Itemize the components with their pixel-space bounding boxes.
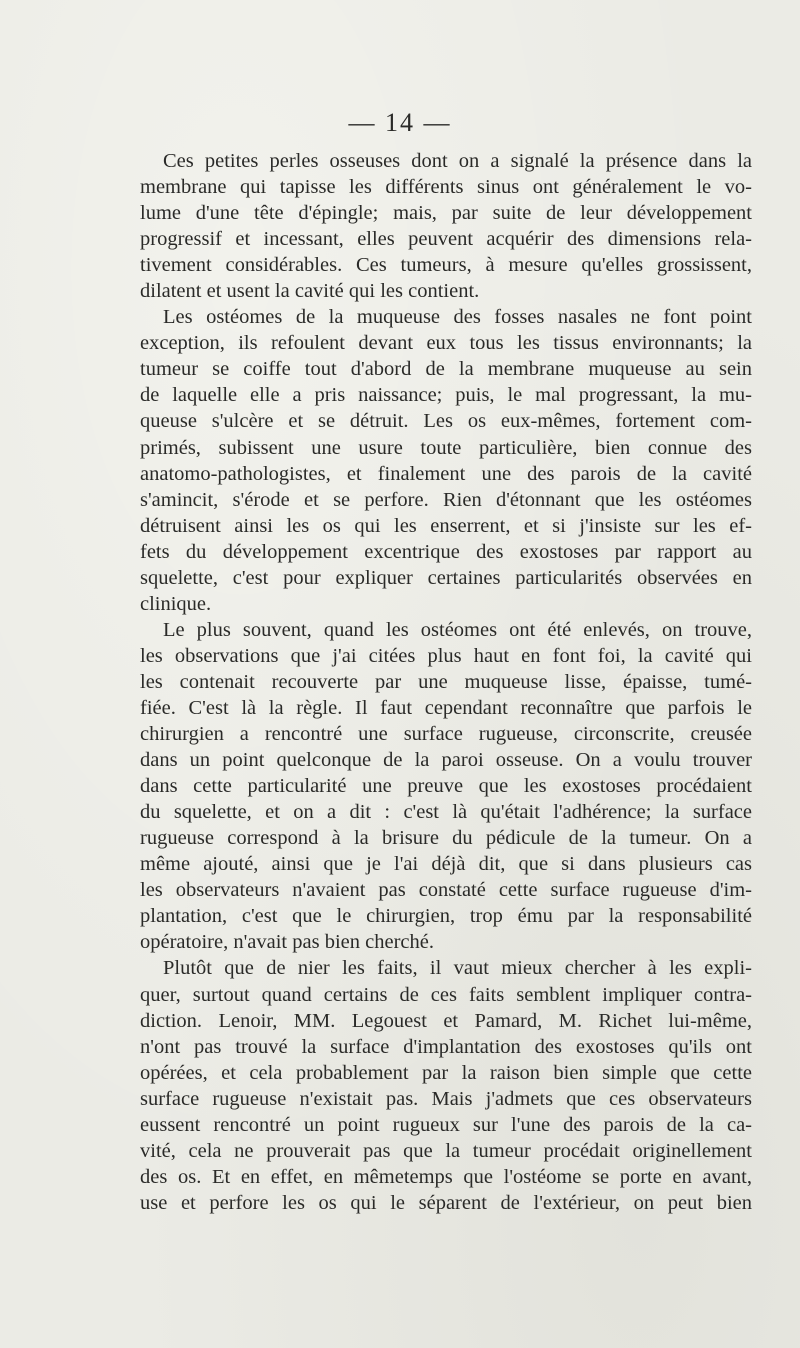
text-line: surface rugueuse n'existait pas. Mais j'admets que ces observateurs: [140, 1087, 752, 1110]
text-line: n'ont pas trouvé la surface d'implantation des exostoses qu'ils ont: [140, 1035, 752, 1058]
text-line: tumeur se coiffe tout d'abord de la membrane muqueuse au sein: [140, 358, 752, 381]
text-line: dans cette particularité une preuve que les exostoses procédaient: [140, 775, 752, 798]
text-line: primés, subissent une usure toute particulière, bien connue des: [140, 436, 752, 459]
text-line: fiée. C'est là la règle. Il faut cependant reconnaître que parfois le: [140, 696, 752, 719]
text-line: rugueuse correspond à la brisure du pédicule de la tumeur. On a: [140, 827, 752, 850]
text-line: plantation, c'est que le chirurgien, trop ému par la responsabilité: [140, 905, 752, 928]
text-line: détruisent ainsi les os qui les enserrent, et si j'insiste sur les ef-: [140, 514, 752, 537]
page-number: — 14 —: [348, 108, 452, 137]
text-line: Plutôt que de nier les faits, il vaut mieux chercher à les expli-: [163, 957, 752, 980]
paragraph-1: [140, 148, 752, 304]
text-line: vité, cela ne prouverait pas que la tumeur procédait originellement: [140, 1139, 752, 1162]
text-line: tivement considérables. Ces tumeurs, à mesure qu'elles grossissent,: [140, 254, 752, 277]
text-line: progressif et incessant, elles peuvent acquérir des dimensions rela-: [140, 228, 752, 251]
text-line: les contenait recouverte par une muqueuse lisse, épaisse, tumé-: [140, 670, 752, 693]
text-line: queuse s'ulcère et se détruit. Les os eux-mêmes, fortement com-: [140, 410, 752, 433]
text-line: les observateurs n'avaient pas constaté cette surface rugueuse d'im-: [140, 879, 752, 902]
text-line: Ces petites perles osseuses dont on a signalé la présence dans la: [163, 150, 752, 172]
text-line: des os. Et en effet, en mêmetemps que l'ostéome se porte en avant,: [140, 1165, 752, 1188]
text-line: de laquelle elle a pris naissance; puis, le mal progressant, la mu-: [140, 384, 752, 407]
body-text: [140, 148, 752, 1216]
text-line: fets du développement excentrique des exostoses par rapport au: [140, 540, 752, 563]
text-line: dilatent et usent la cavité qui les contient.: [140, 280, 480, 303]
text-line: du squelette, et on a dit : c'est là qu'était l'adhérence; la surface: [140, 801, 752, 824]
text-line: Le plus souvent, quand les ostéomes ont été enlevés, on trouve,: [163, 618, 752, 641]
text-line: Les ostéomes de la muqueuse des fosses nasales ne font point: [163, 306, 752, 329]
text-line: membrane qui tapisse les différents sinus ont généralement le vo-: [140, 176, 752, 199]
text-line: diction. Lenoir, MM. Legouest et Pamard, M. Richet lui-même,: [140, 1009, 752, 1032]
text-line: use et perfore les os qui le séparent de l'extérieur, on peut bien: [140, 1191, 752, 1214]
text-line: chirurgien a rencontré une surface rugueuse, circonscrite, creusée: [140, 723, 752, 746]
paragraph-4: [140, 955, 752, 1215]
text-line: s'amincit, s'érode et se perfore. Rien d'étonnant que les ostéomes: [140, 488, 752, 511]
text-line: exception, ils refoulent devant eux tous les tissus environnants; la: [140, 332, 752, 355]
text-line: squelette, c'est pour expliquer certaines particularités observées en: [140, 566, 752, 589]
text-line: lume d'une tête d'épingle; mais, par suite de leur développement: [140, 202, 752, 225]
text-line: opérées, et cela probablement par la raison bien simple que cette: [140, 1061, 752, 1084]
paragraph-2: [140, 304, 752, 617]
text-line: dans un point quelconque de la paroi osseuse. On a voulu trouver: [140, 749, 752, 772]
paragraph-3: [140, 617, 752, 956]
text-line: anatomo-pathologistes, et finalement une des parois de la cavité: [140, 462, 752, 485]
text-line: quer, surtout quand certains de ces faits semblent impliquer contra-: [140, 983, 752, 1006]
text-line: clinique.: [140, 592, 212, 615]
text-line: les observations que j'ai citées plus haut en font foi, la cavité qui: [140, 644, 752, 667]
text-line: même ajouté, ainsi que je l'ai déjà dit, que si dans plusieurs cas: [140, 853, 752, 876]
text-line: eussent rencontré un point rugueux sur l'une des parois de la ca-: [140, 1113, 752, 1136]
text-line: opératoire, n'avait pas bien cherché.: [140, 931, 434, 954]
